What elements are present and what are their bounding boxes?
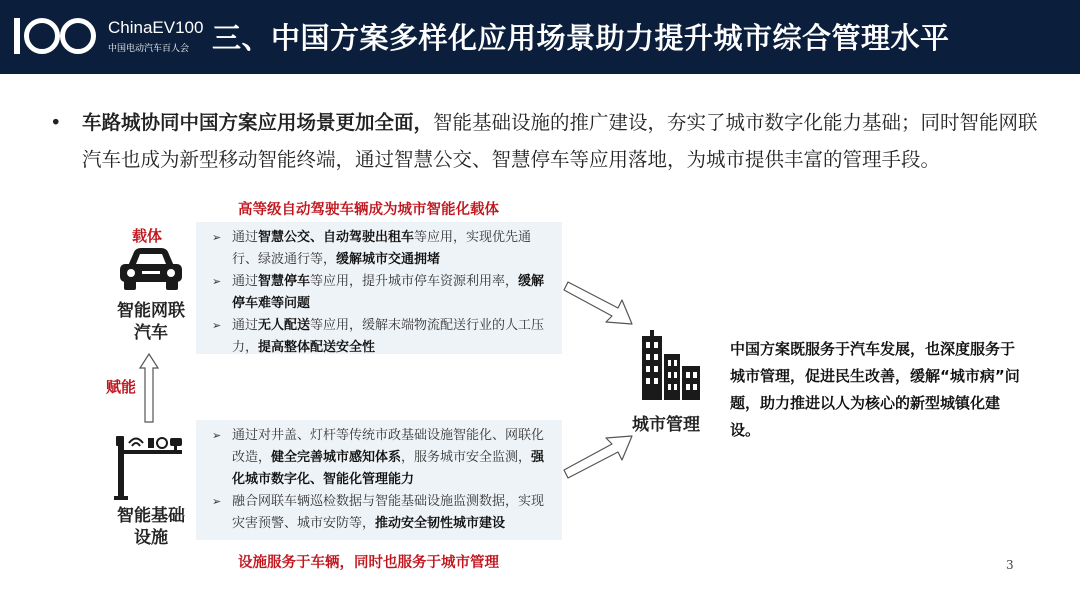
page-number: 3 bbox=[1006, 558, 1014, 572]
intro-lead: 车路城协同中国方案应用场景更加全面， bbox=[82, 111, 434, 134]
enable-label: 赋能 bbox=[106, 378, 137, 396]
top-caption: 高等级自动驾驶车辆成为城市智能化载体 bbox=[238, 202, 499, 218]
item-text: 等应用，缓解末端物流配送行业的人工压力， bbox=[232, 318, 545, 355]
logo-ring-left bbox=[24, 18, 60, 54]
vehicle-role-label: 载体 bbox=[132, 227, 163, 245]
vehicle-benefit-item bbox=[206, 271, 548, 315]
bottom-caption: 设施服务于车辆，同时也服务于城市管理 bbox=[238, 555, 499, 571]
item-text: 通过 bbox=[232, 318, 259, 333]
item-highlight: 智慧停车 bbox=[258, 274, 311, 289]
item-text: 通过 bbox=[232, 230, 259, 245]
item-text: ，服务城市安全监测， bbox=[401, 450, 532, 465]
infra-label-line1: 智能基础 bbox=[117, 506, 185, 526]
item-highlight: 健全完善城市感知体系 bbox=[271, 450, 402, 465]
intro-paragraph bbox=[50, 104, 1040, 178]
vehicle-benefit-item bbox=[206, 227, 548, 271]
infra-label-line2: 设施 bbox=[134, 528, 168, 548]
logo-brand-text: ChinaEV100 bbox=[108, 18, 204, 37]
infra-benefit-item bbox=[206, 491, 548, 535]
infra-benefits-box bbox=[196, 420, 562, 540]
item-text: 等应用，实现优先通行、绿波通行等， bbox=[232, 230, 532, 267]
logo-brand-subtitle: 中国电动汽车百人会 bbox=[108, 44, 190, 54]
item-text: 通过对井盖、灯杆等传统市政基础设施智能化、网联化改造， bbox=[232, 428, 545, 465]
item-highlight: 推动安全韧性城市建设 bbox=[375, 516, 506, 531]
city-label: 城市管理 bbox=[632, 415, 700, 435]
item-text: 等应用，提升城市停车资源利用率， bbox=[310, 274, 519, 289]
arrow-vehicle-to-city bbox=[562, 280, 634, 328]
item-marker: ➢ bbox=[212, 275, 222, 288]
infra-benefit-item bbox=[206, 425, 548, 491]
logo-ring-right bbox=[60, 18, 96, 54]
page-title: 三、中国方案多样化应用场景助力提升城市综合管理水平 bbox=[212, 21, 950, 55]
item-highlight: 智慧公交、自动驾驶出租车 bbox=[258, 230, 415, 245]
smart-pole-icon bbox=[112, 432, 188, 502]
intro-bullet: • bbox=[50, 111, 62, 134]
item-highlight: 缓解停车难等问题 bbox=[232, 274, 545, 311]
item-highlight: 无人配送 bbox=[258, 318, 311, 333]
city-buildings-icon bbox=[636, 330, 704, 402]
item-highlight: 提高整体配送安全性 bbox=[258, 340, 376, 355]
vehicle-label-line1: 智能网联 bbox=[117, 301, 185, 321]
vehicle-benefits-box bbox=[196, 222, 562, 354]
item-marker: ➢ bbox=[212, 495, 222, 508]
vehicle-label-line2: 汽车 bbox=[134, 323, 168, 343]
item-marker: ➢ bbox=[212, 231, 222, 244]
item-text: 通过 bbox=[232, 274, 259, 289]
arrow-infra-to-city bbox=[562, 432, 634, 480]
infra-label bbox=[106, 505, 196, 549]
item-highlight: 强化城市数字化、智能化管理能力 bbox=[232, 450, 545, 487]
vehicle-benefit-item bbox=[206, 315, 548, 359]
item-marker: ➢ bbox=[212, 319, 222, 332]
item-marker: ➢ bbox=[212, 429, 222, 442]
car-icon bbox=[116, 246, 186, 292]
chinaev100-logo bbox=[10, 14, 204, 60]
enable-up-arrow bbox=[138, 352, 160, 424]
item-text: 融合网联车辆巡检数据与智能基础设施监测数据，实现灾害预警、城市安防等， bbox=[232, 494, 545, 531]
intro-body: 智能基础设施的推广建设，夯实了城市数字化能力基础；同时智能网联汽车也成为新型移动智能终端，通过智慧公交、智慧停车等应用落地，为城市提供丰富的管理手段。 bbox=[82, 111, 1038, 171]
header-bar bbox=[0, 0, 1080, 74]
item-highlight: 缓解城市交通拥堵 bbox=[336, 252, 441, 267]
conclusion-text: 中国方案既服务于汽车发展，也深度服务于城市管理，促进民生改善，缓解“城市病”问题，助力推进以人为核心的新型城镇化建设。 bbox=[730, 340, 1020, 439]
vehicle-label bbox=[106, 300, 196, 344]
intro-text bbox=[82, 104, 1040, 178]
logo-digit-one bbox=[14, 18, 20, 54]
